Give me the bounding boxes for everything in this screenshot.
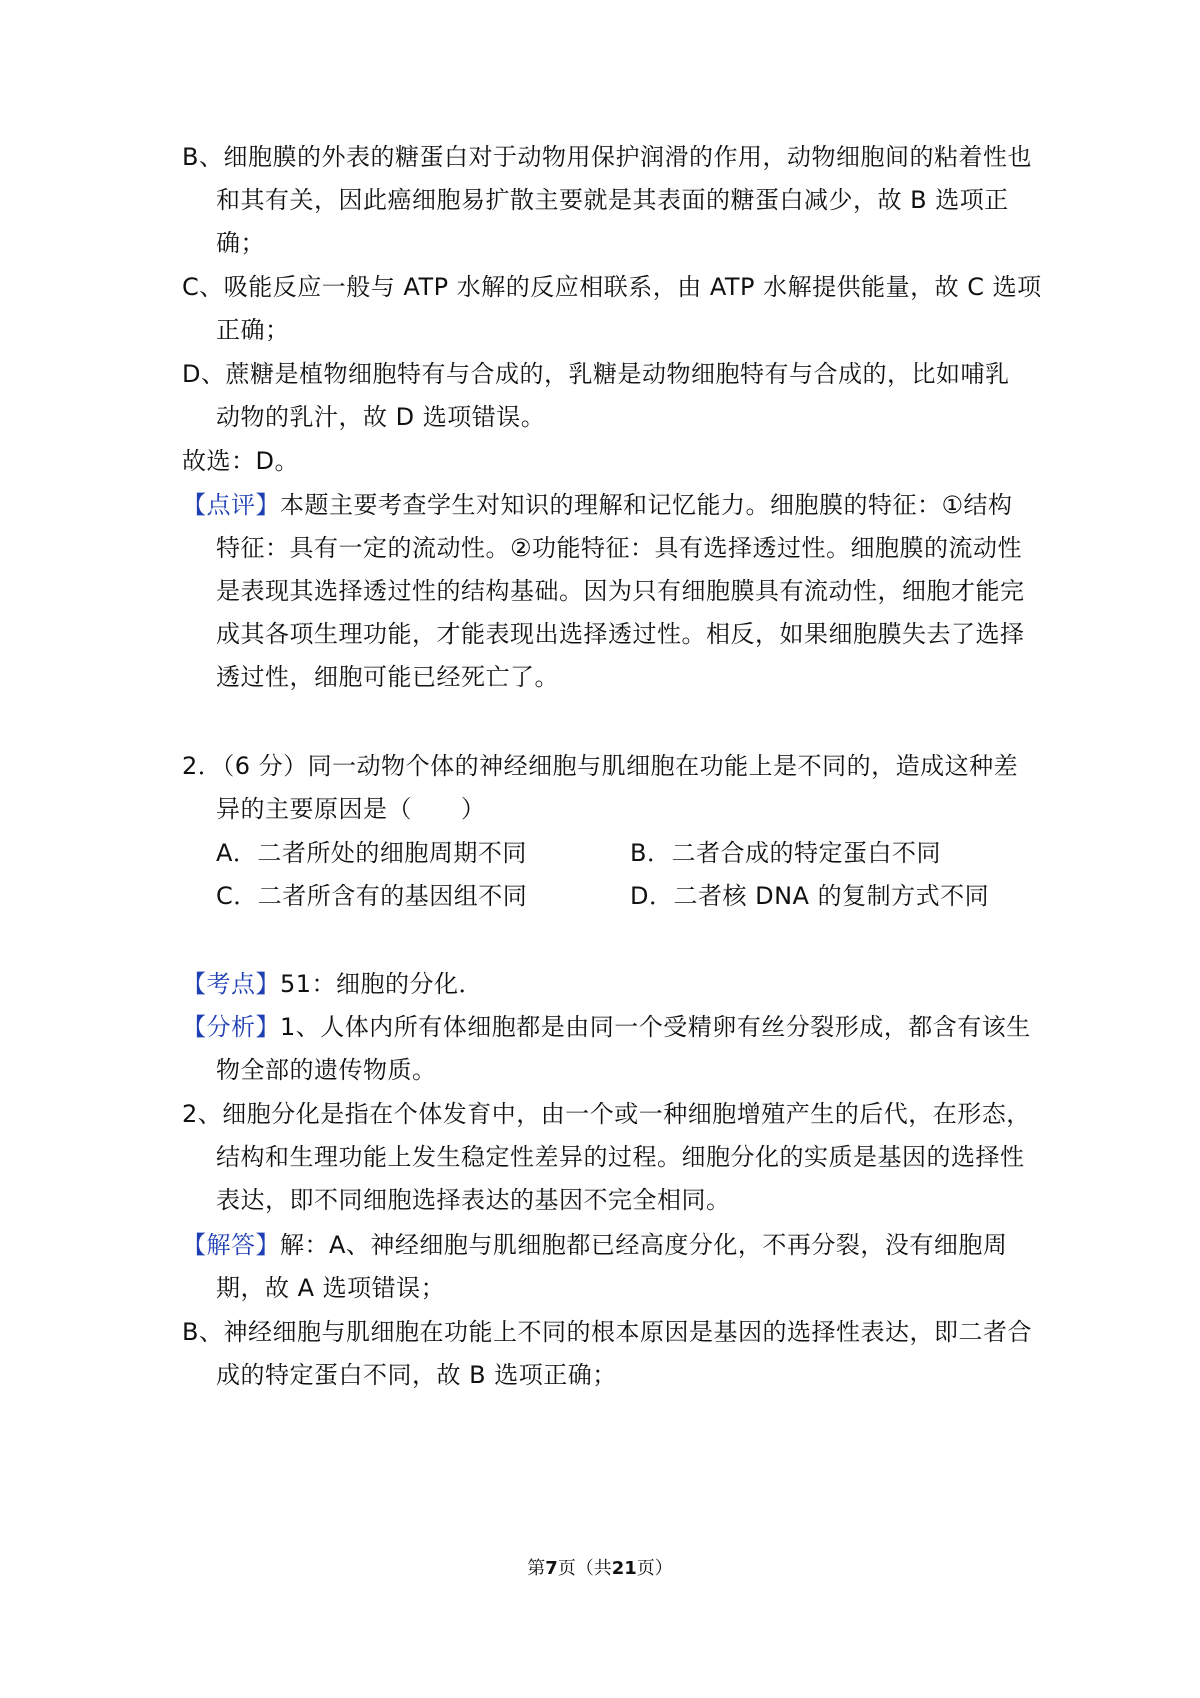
footer-page-number: 7 [545,1558,558,1579]
option-c-analysis-line: C、吸能反应一般与 ATP 水解的反应相联系，由 ATP 水解提供能量，故 C 选项 [182,273,1042,301]
fenxi-paragraph [182,1010,1032,1044]
comment-paragraph [182,488,1032,522]
fenxi-tag: 【分析】 [182,1013,280,1041]
comment-line: 是表现其选择透过性的结构基础。因为只有细胞膜具有流动性，细胞才能完 [216,577,1025,605]
question-2-option-b: B．二者合成的特定蛋白不同 [630,839,941,867]
point-2-line: 表达，即不同细胞选择表达的基因不完全相同。 [216,1186,731,1214]
comment-line: 成其各项生理功能，才能表现出选择透过性。相反，如果细胞膜失去了选择 [216,620,1025,648]
footer-post: 页） [636,1558,673,1579]
question-2-stem: 2．（6 分）同一动物个体的神经细胞与肌细胞在功能上是不同的，造成这种差 [182,752,1019,780]
option-b-analysis-line: 确； [216,229,265,257]
fenxi-line: 1、人体内所有体细胞都是由同一个受精卵有丝分裂形成，都含有该生 [280,1013,1031,1041]
footer-total-pages: 21 [611,1558,637,1579]
option-d-analysis-line: 动物的乳汁，故 D 选项错误。 [216,403,546,431]
jieda-line: 期，故 A 选项错误； [216,1274,446,1302]
kaodian-text: 51：细胞的分化． [280,970,484,998]
comment-tag: 【点评】 [182,491,280,519]
answer-selection: 故选：D。 [182,447,299,475]
comment-line: 本题主要考查学生对知识的理解和记忆能力。细胞膜的特征：①结构 [280,491,1013,519]
question-2-stem: 异的主要原因是（ ） [216,795,486,823]
footer-pre: 第 [527,1558,546,1579]
option-b-analysis-line: B、细胞膜的外表的糖蛋白对于动物用保护润滑的作用，动物细胞间的粘着性也 [182,143,1032,171]
fenxi-line: 物全部的遗传物质。 [216,1056,437,1084]
point-2-line: 结构和生理功能上发生稳定性差异的过程。细胞分化的实质是基因的选择性 [216,1143,1025,1171]
option-d-analysis-line: D、蔗糖是植物细胞特有与合成的，乳糖是动物细胞特有与合成的，比如哺乳 [182,360,1010,388]
jieda-paragraph [182,1228,1032,1262]
point-2-line: 2、细胞分化是指在个体发育中，由一个或一种细胞增殖产生的后代，在形态， [182,1100,1031,1128]
question-2-option-a: A．二者所处的细胞周期不同 [216,839,527,867]
answer-b-line: 成的特定蛋白不同，故 B 选项正确； [216,1361,617,1389]
jieda-line: 解：A、神经细胞与肌细胞都已经高度分化，不再分裂，没有细胞周 [280,1231,1008,1259]
comment-line: 透过性，细胞可能已经死亡了。 [216,663,559,691]
option-b-analysis-line: 和其有关，因此癌细胞易扩散主要就是其表面的糖蛋白减少，故 B 选项正 [216,186,1009,214]
jieda-tag: 【解答】 [182,1231,280,1259]
question-2-option-d: D．二者核 DNA 的复制方式不同 [630,882,990,910]
page-footer [0,1556,1200,1582]
answer-b-line: B、神经细胞与肌细胞在功能上不同的根本原因是基因的选择性表达，即二者合 [182,1318,1032,1346]
comment-line: 特征：具有一定的流动性。②功能特征：具有选择透过性。细胞膜的流动性 [216,534,1023,562]
question-2-option-c: C．二者所含有的基因组不同 [216,882,528,910]
footer-mid: 页（共 [557,1558,612,1579]
kaodian-paragraph [182,967,1032,1001]
option-c-analysis-line: 正确； [216,316,290,344]
kaodian-tag: 【考点】 [182,970,280,998]
